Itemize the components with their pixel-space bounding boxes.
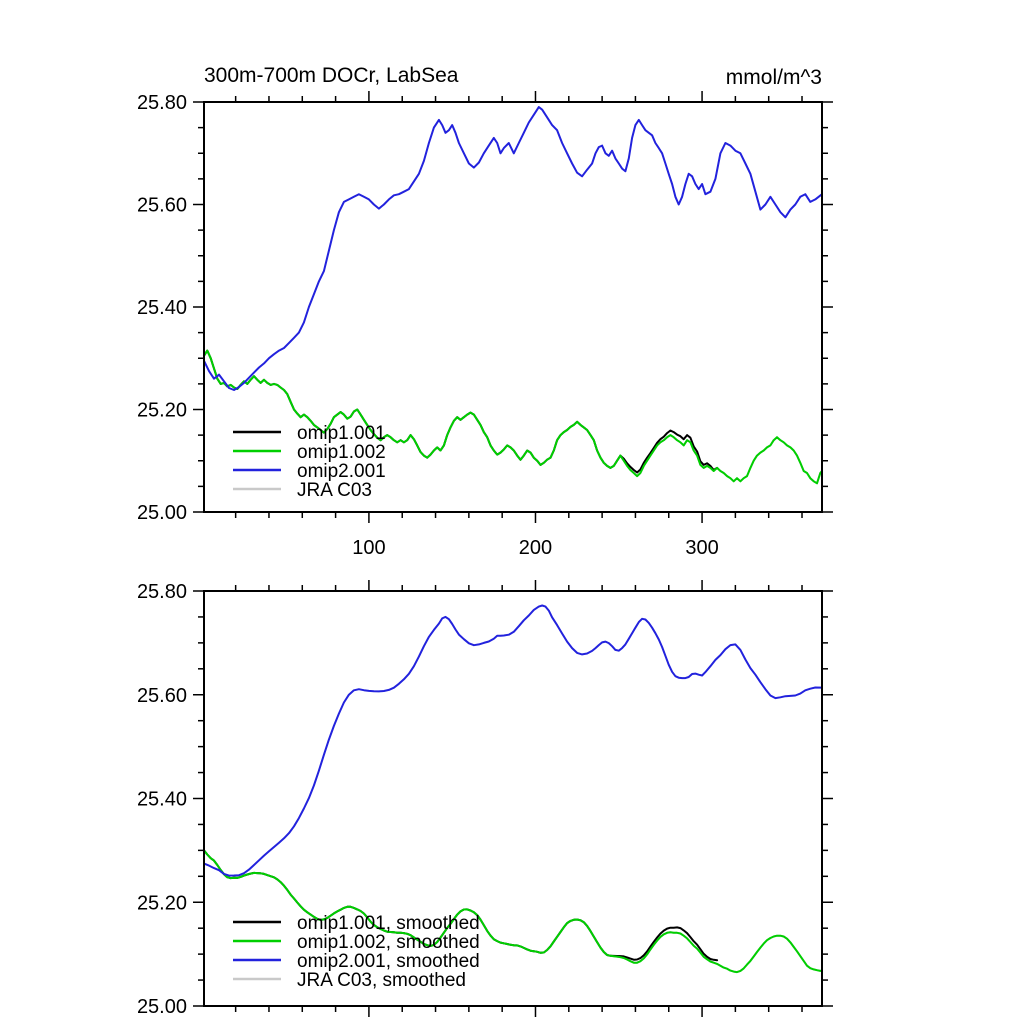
series-line-omip2-001-smoothed	[204, 606, 822, 876]
legend-label-jra-c03: JRA C03	[297, 480, 372, 501]
y-tick-label: 25.20	[136, 892, 187, 915]
panel-smoothed	[137, 580, 833, 1024]
y-tick-label: 25.80	[136, 92, 187, 114]
legend-label-omip1-001: omip1.001, smoothed	[297, 913, 480, 934]
y-tick-label: 25.60	[136, 684, 187, 707]
y-tick-label: 25.60	[136, 194, 187, 217]
y-tick-label: 25.40	[136, 788, 187, 811]
y-tick-label: 25.20	[136, 399, 187, 422]
x-tick-label: 200	[518, 537, 553, 559]
x-tick-label: 300	[685, 537, 719, 559]
legend-label-omip2-001: omip2.001	[297, 461, 386, 482]
legend-label-omip1-001: omip1.001	[297, 423, 386, 444]
legend-label-omip1-002: omip1.002	[297, 442, 386, 463]
legend-label-jra-c03: JRA C03, smoothed	[297, 970, 466, 991]
legend-label-omip2-001: omip2.001, smoothed	[297, 951, 480, 972]
y-tick-label: 25.80	[136, 581, 187, 603]
panel-raw	[137, 91, 833, 559]
series-line-omip1-001-raw	[204, 351, 717, 473]
chart-units-label: mmol/m^3	[725, 66, 822, 89]
y-tick-label: 25.00	[136, 996, 187, 1018]
y-tick-label: 25.40	[136, 297, 187, 319]
legend-label-omip1-002: omip1.002, smoothed	[297, 932, 480, 953]
series-line-omip2-001-raw	[204, 107, 822, 390]
chart-title: 300m-700m DOCr, LabSea	[204, 64, 459, 87]
x-tick-label: 100	[352, 537, 386, 559]
y-tick-label: 25.00	[136, 502, 187, 524]
